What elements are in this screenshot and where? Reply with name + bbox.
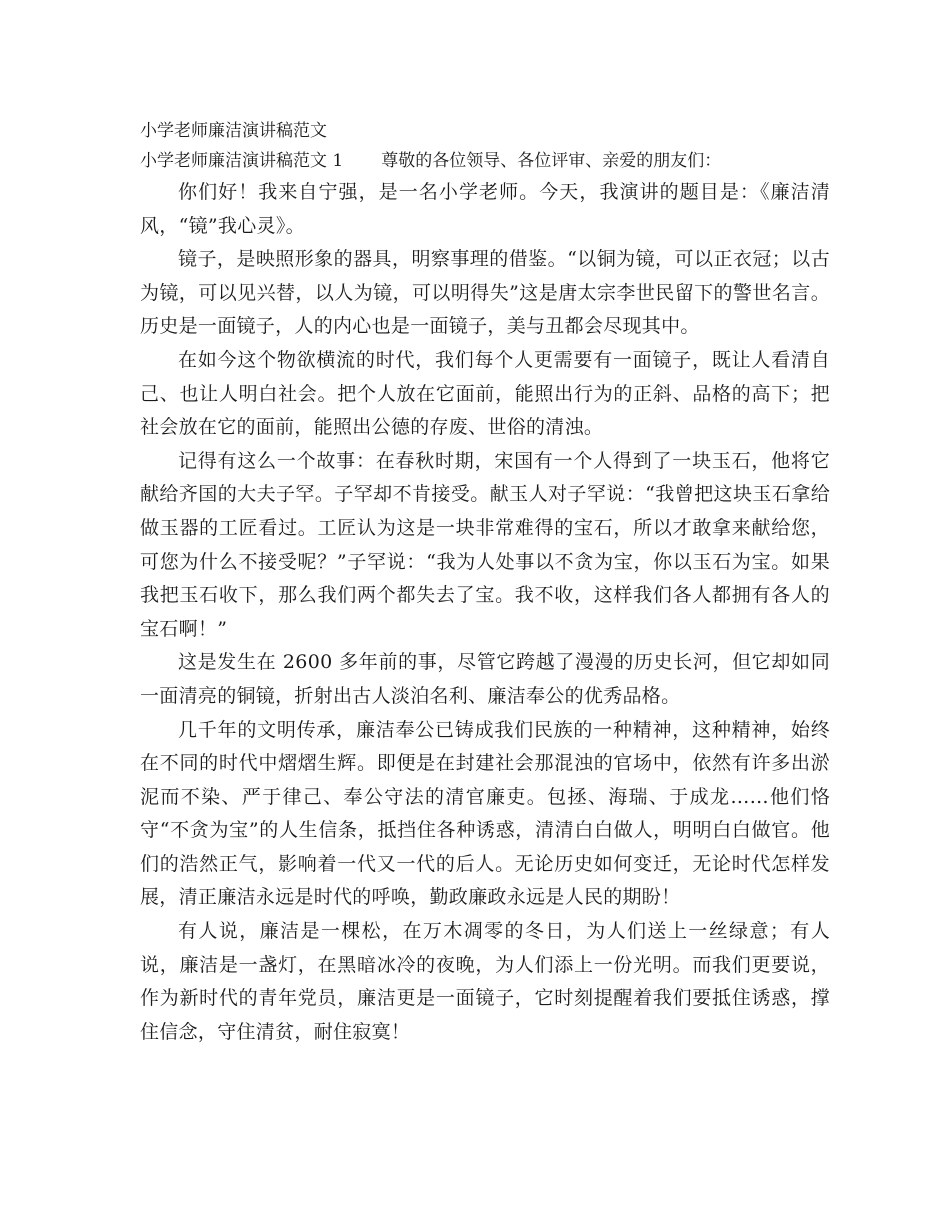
document-title: 小学老师廉洁演讲稿范文: [140, 121, 327, 141]
paragraph-3: 在如今这个物欲横流的时代，我们每个人更需要有一面镜子，既让人看清自己、也让人明白社会。把个人放在它面前，能照出行为的正斜、品格的高下；把社会放在它的面前，能照出公德的存废、世俗的清浊。: [140, 348, 830, 439]
paragraph-1: 你们好！我来自宁强，是一名小学老师。今天，我演讲的题目是：《廉洁清风，“镜”我心灵》。: [140, 181, 830, 237]
greeting: 尊敬的各位领导、各位评审、亲爱的朋友们：: [381, 151, 722, 171]
paragraph-2: 镜子，是映照形象的器具，明察事理的借鉴。“以铜为镜，可以正衣冠；以古为镜，可以见兴替，以人为镜，可以明得失”这是唐太宗李世民留下的警世名言。历史是一面镜子，人的内心也是一面镜子，美与丑都会尽现其中。: [140, 248, 830, 338]
document-page: [140, 116, 830, 1049]
paragraph-7: 有人说，廉洁是一棵松，在万木凋零的冬日，为人们送上一丝绿意；有人说，廉洁是一盏灯，在黑暗冰冷的夜晚，为人们添上一份光明。而我们更要说，作为新时代的青年党员，廉洁更是一面镜子，它时刻提醒着我们要抵住诱惑，撑住信念，守住清贫，耐住寂寞！: [140, 920, 830, 1043]
document-subtitle-line: [140, 146, 830, 176]
paragraph-4: 记得有这么一个故事：在春秋时期，宋国有一个人得到了一块玉石，他将它献给齐国的大夫子罕。子罕却不肯接受。献玉人对子罕说：“我曾把这块玉石拿给做玉器的工匠看过。工匠认为这是一块非常难得的宝石，所以才敢拿来献给您，可您为什么不接受呢？”子罕说：“我为人处事以不贪为宝，你以玉石为宝。如果我把玉石收下，那么我们两个都失去了宝。我不收，这样我们各人都拥有各人的宝石啊！”: [140, 449, 830, 640]
paragraph-5: 这是发生在 2600 多年前的事，尽管它跨越了漫漫的历史长河，但它却如同一面清亮的铜镜，折射出古人淡泊名利、廉洁奉公的优秀品格。: [140, 651, 830, 707]
document-subtitle: 小学老师廉洁演讲稿范文 1: [140, 151, 344, 171]
paragraph-6: 几千年的文明传承，廉洁奉公已铸成我们民族的一种精神，这种精神，始终在不同的时代中熠熠生辉。即便是在封建社会那混浊的官场中，依然有许多出淤泥而不染、严于律己、奉公守法的清官廉吏。包拯、海瑞、于成龙……他们恪守“不贪为宝”的人生信条，抵挡住各种诱惑，清清白白做人，明明白白做官。他们的浩然正气，影响着一代又一代的后人。无论历史如何变迁，无论时代怎样发展，清正廉洁永远是时代的呼唤，勤政廉政永远是人民的期盼！: [140, 718, 830, 909]
